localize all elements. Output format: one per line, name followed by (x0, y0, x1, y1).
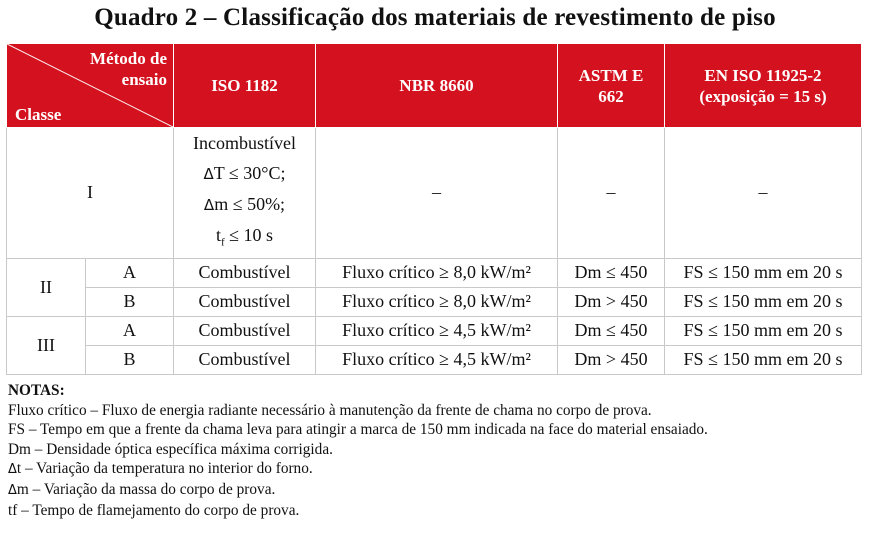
method-label-line1: Método de (90, 49, 167, 68)
subclass-cell: B (86, 287, 174, 316)
class-ii-cell: II (7, 258, 86, 316)
subclass-cell: A (86, 258, 174, 287)
class-iii-cell: III (7, 316, 86, 374)
class-i-iso-line2: ΔT ≤ 30°C; (203, 163, 286, 183)
en-cell: FS ≤ 150 mm em 20 s (665, 287, 862, 316)
table-row (7, 258, 862, 287)
subclass-cell: A (86, 316, 174, 345)
table-row-class-i (7, 128, 862, 259)
classification-table (6, 43, 862, 375)
note-item: Δt – Variação da temperatura no interior do forno. (8, 460, 313, 478)
iso-cell: Combustível (174, 258, 316, 287)
header-nbr8660: NBR 8660 (316, 44, 558, 128)
note-item: Δm – Variação da massa do corpo de prova. (8, 480, 276, 498)
header-astm (558, 44, 665, 128)
note-item: tf – Tempo de flamejamento do corpo de prova. (8, 501, 300, 519)
class-i-iso-line4: $t_f \le 10$ s (215, 225, 274, 249)
astm-cell: Dm ≤ 450 (558, 258, 665, 287)
note-item: Fluxo crítico – Fluxo de energia radiante necessário à manutenção da frente de chama no corpo de prova. (8, 401, 652, 419)
class-i-nbr-cell: – (316, 128, 558, 259)
method-label (90, 48, 167, 90)
nbr-cell: Fluxo crítico ≥ 8,0 kW/m² (316, 287, 558, 316)
class-label: Classe (15, 105, 62, 124)
note-item: FS – Tempo em que a frente da chama leva para atingir a marca de 150 mm indicada na face do material ensaiado. (8, 421, 708, 439)
note-item: Dm – Densidade óptica específica máxima corrigida. (8, 440, 333, 458)
class-i-iso-line3: Δm ≤ 50%; (203, 194, 286, 214)
class-i-iso-cell (174, 128, 316, 259)
page-title: Quadro 2 – Classificação dos materiais de revestimento de piso (94, 4, 776, 31)
nbr-cell: Fluxo crítico ≥ 4,5 kW/m² (316, 345, 558, 374)
header-en-line1: EN ISO 11925-2 (704, 65, 822, 85)
iso-cell: Combustível (174, 287, 316, 316)
en-cell: FS ≤ 150 mm em 20 s (665, 316, 862, 345)
class-i-cell: I (7, 128, 174, 259)
class-i-iso-line1: Incombustível (193, 133, 296, 153)
notes-section (8, 381, 708, 520)
header-astm-line2: 662 (598, 86, 624, 106)
header-en-line2: (exposição = 15 s) (699, 86, 827, 106)
iso-cell: Combustível (174, 316, 316, 345)
class-i-en-cell: – (665, 128, 862, 259)
en-cell: FS ≤ 150 mm em 20 s (665, 258, 862, 287)
astm-cell: Dm ≤ 450 (558, 316, 665, 345)
method-label-line2: ensaio (121, 70, 167, 89)
table-row (7, 287, 862, 316)
notes-heading: NOTAS: (8, 382, 65, 399)
nbr-cell: Fluxo crítico ≥ 8,0 kW/m² (316, 258, 558, 287)
en-cell: FS ≤ 150 mm em 20 s (665, 345, 862, 374)
corner-header-cell (7, 44, 174, 128)
header-en-iso (665, 44, 862, 128)
subclass-cell: B (86, 345, 174, 374)
header-astm-line1: ASTM E (578, 65, 644, 85)
nbr-cell: Fluxo crítico ≥ 4,5 kW/m² (316, 316, 558, 345)
astm-cell: Dm > 450 (558, 345, 665, 374)
iso-cell: Combustível (174, 345, 316, 374)
astm-cell: Dm > 450 (558, 287, 665, 316)
class-i-astm-cell: – (558, 128, 665, 259)
header-row (7, 44, 862, 128)
header-iso1182: ISO 1182 (174, 44, 316, 128)
table-row (7, 316, 862, 345)
table-row (7, 345, 862, 374)
